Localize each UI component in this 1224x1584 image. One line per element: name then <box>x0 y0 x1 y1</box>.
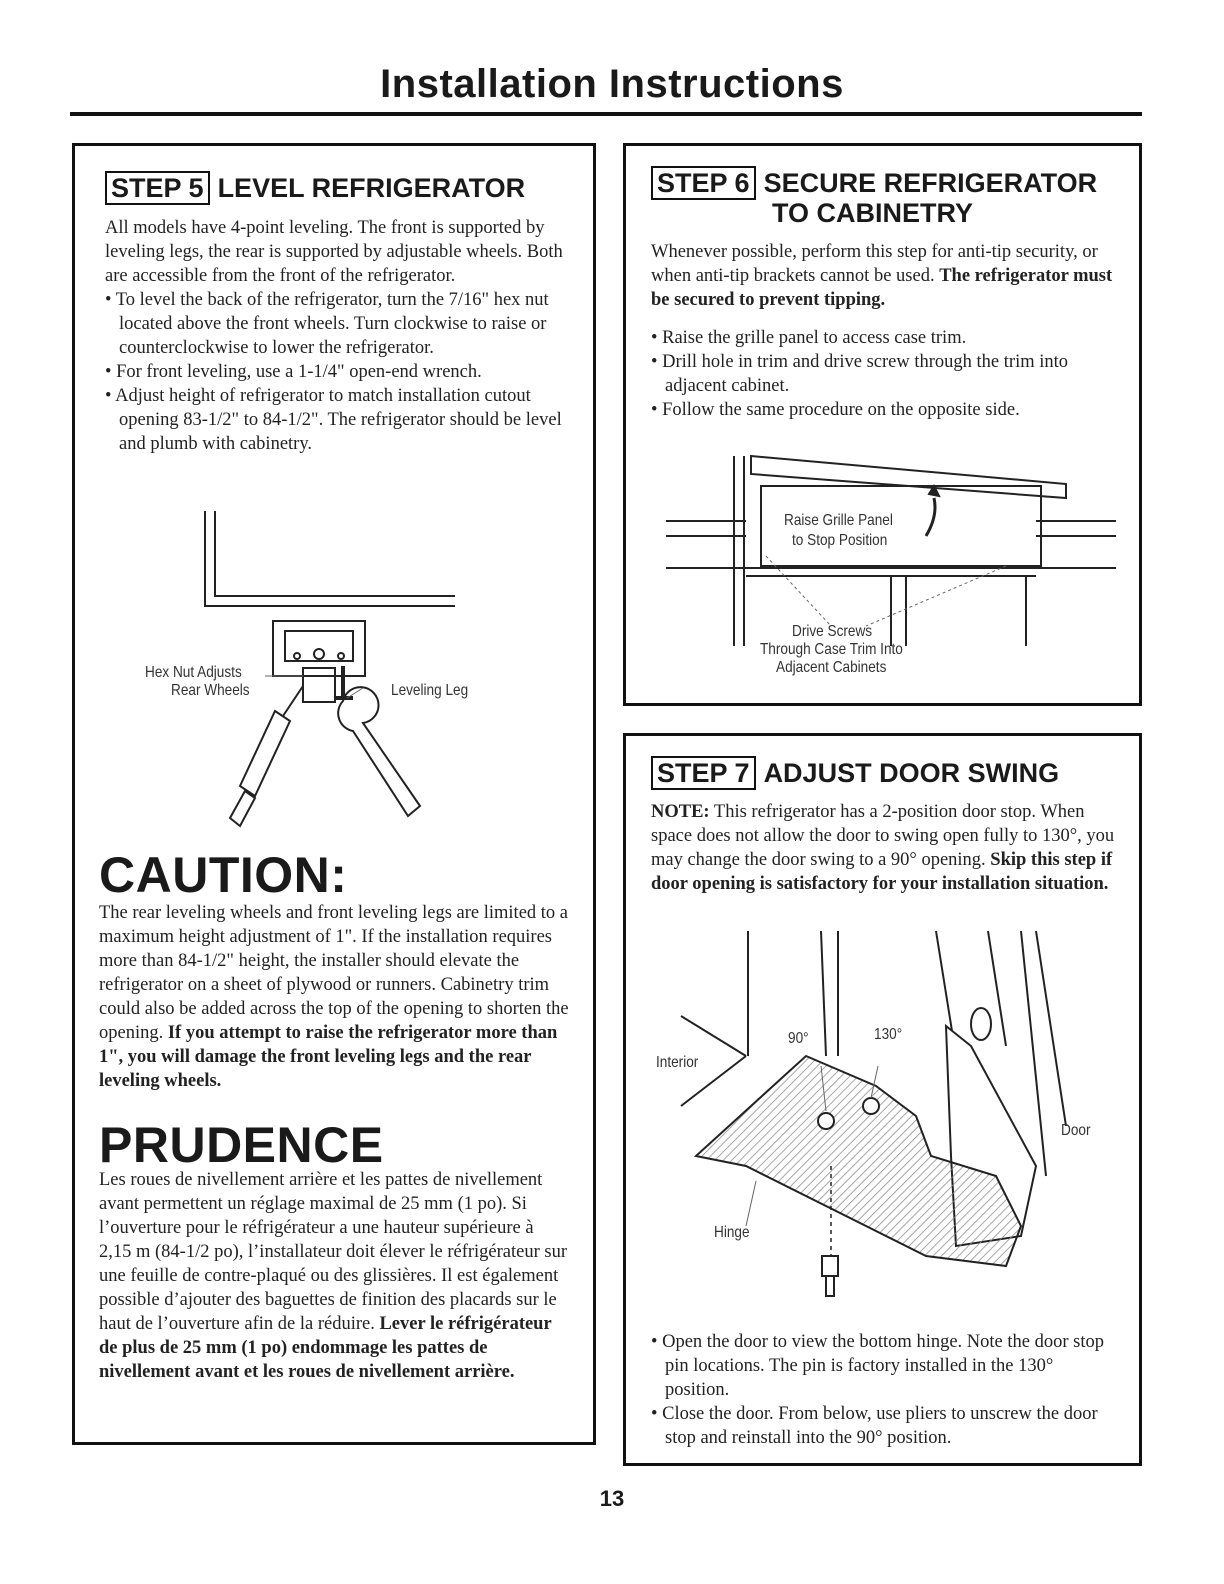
step6-tag: STEP 6 <box>651 166 756 200</box>
step7-panel <box>623 733 1142 1466</box>
step5-heading <box>105 173 525 203</box>
step5-panel <box>72 143 596 1445</box>
step5-title: LEVEL REFRIGERATOR <box>217 173 526 203</box>
step5-tag: STEP 5 <box>105 171 210 205</box>
step5-bullet-3: • Adjust height of refrigerator to match installation cutout opening 83-1/2" to 84-1/2". The refrigerator should be level and plumb with cabinetry. <box>105 384 575 456</box>
step6-bullet-2: • Drill hole in trim and drive screw through the trim into adjacent cabinet. <box>651 350 1121 398</box>
leveling-illustration <box>75 506 593 866</box>
step6-heading <box>651 168 1097 198</box>
caution-text: The rear leveling wheels and front leveling legs are limited to a maximum height adjustment of 1". If the installation requires more than 84-1/2" height, the installer should elevate the refrigerator on a sheet of plywood or runners. Cabinetry trim could also be added across the top of the opening to shorten the opening. <box>99 903 569 1043</box>
caution-heading: CAUTION: <box>99 847 348 903</box>
step7-title: ADJUST DOOR SWING <box>763 758 1060 788</box>
step6-panel <box>623 143 1142 706</box>
grille-illustration <box>626 446 1139 666</box>
step5-bullet-1: • To level the back of the refrigerator, turn the 7/16" hex nut located above the front wheels. Turn clockwise to raise or counterclockwise to lower the refrigerator. <box>105 288 575 360</box>
step6-body <box>651 240 1121 422</box>
step7-note-label: NOTE: <box>651 802 710 822</box>
step6-title-line1: SECURE REFRIGERATOR <box>763 168 1098 198</box>
step7-note-text: This refrigerator has a 2-position door stop. When space does not allow the door to swing open fully to 130°, you may change the door swing to a 90° opening. <box>651 802 1115 870</box>
step6-bullet-3: • Follow the same procedure on the opposite side. <box>651 398 1121 422</box>
step7-bullet-2: • Close the door. From below, use pliers to unscrew the door stop and reinstall into the 90° position. <box>651 1402 1121 1450</box>
caution-body <box>99 901 569 1093</box>
label-raise-grille-line1: Raise Grille Panel <box>784 512 893 529</box>
label-drive-screws-line2: Through Case Trim Into <box>760 641 903 658</box>
label-drive-screws-line1: Drive Screws <box>792 623 873 640</box>
step6-title-line2: TO CABINETRY <box>772 198 974 228</box>
step7-heading <box>651 758 1059 788</box>
label-drive-screws-line3: Adjacent Cabinets <box>776 659 887 676</box>
step7-body <box>651 1330 1121 1450</box>
prudence-heading: PRUDENCE <box>99 1117 384 1173</box>
step7-note <box>651 800 1121 896</box>
step5-bullet-2: • For front leveling, use a 1-1/4" open-end wrench. <box>105 360 575 384</box>
step6-intro-bold: The refrigerator must be secured to prevent tipping. <box>651 266 1113 310</box>
step7-tag: STEP 7 <box>651 756 756 790</box>
label-door: Door <box>1061 1122 1091 1139</box>
label-hex-nut-line2: Rear Wheels <box>171 682 250 699</box>
prudence-text: Les roues de nivellement arrière et les pattes de nivellement avant permettent un réglage maximal de 25 mm (1 po). Si l’ouverture pour le réfrigérateur a une hauteur supérieure à 2,15 m (84-1/2 po), l’installateur doit élever le réfrigérateur sur une feuille de contre-plaqué ou des glissières. Il est également possible d’ajouter des baguettes de finition des placards sur le haut de l’ouverture afin de la réduire. <box>99 1170 567 1334</box>
label-raise-grille-line2: to Stop Position <box>792 532 888 549</box>
label-hex-nut-line1: Hex Nut Adjusts <box>145 664 242 681</box>
page-number: 13 <box>599 1486 625 1511</box>
prudence-body <box>99 1168 569 1384</box>
prudence-bold: Lever le réfrigérateur de plus de 25 mm (1 po) endommage les pattes de nivellement avant et les roues de nivellement arrière. <box>99 1314 552 1382</box>
caution-bold: If you attempt to raise the refrigerator more than 1", you will damage the front leveling legs and the rear leveling wheels. <box>99 1023 558 1091</box>
title-rule <box>70 112 1142 116</box>
label-hinge: Hinge <box>714 1224 750 1241</box>
label-130: 130° <box>874 1026 903 1043</box>
step6-intro: Whenever possible, perform this step for anti-tip security, or when anti-tip brackets cannot be used. <box>651 242 1098 286</box>
page-title: Installation Instructions <box>380 62 844 106</box>
step7-note-bold: Skip this step if door opening is satisfactory for your installation situation. <box>651 850 1113 894</box>
label-leveling-leg: Leveling Leg <box>391 682 469 699</box>
step7-bullet-1: • Open the door to view the bottom hinge. Note the door stop pin locations. The pin is factory installed in the 130° position. <box>651 1330 1121 1402</box>
step5-intro: All models have 4-point leveling. The front is supported by leveling legs, the rear is supported by adjustable wheels. Both are accessible from the front of the refrigerator. <box>105 218 563 286</box>
label-90: 90° <box>788 1030 809 1047</box>
step6-bullet-1: • Raise the grille panel to access case trim. <box>651 326 1121 350</box>
label-interior: Interior <box>656 1054 699 1071</box>
step5-body <box>105 216 575 456</box>
